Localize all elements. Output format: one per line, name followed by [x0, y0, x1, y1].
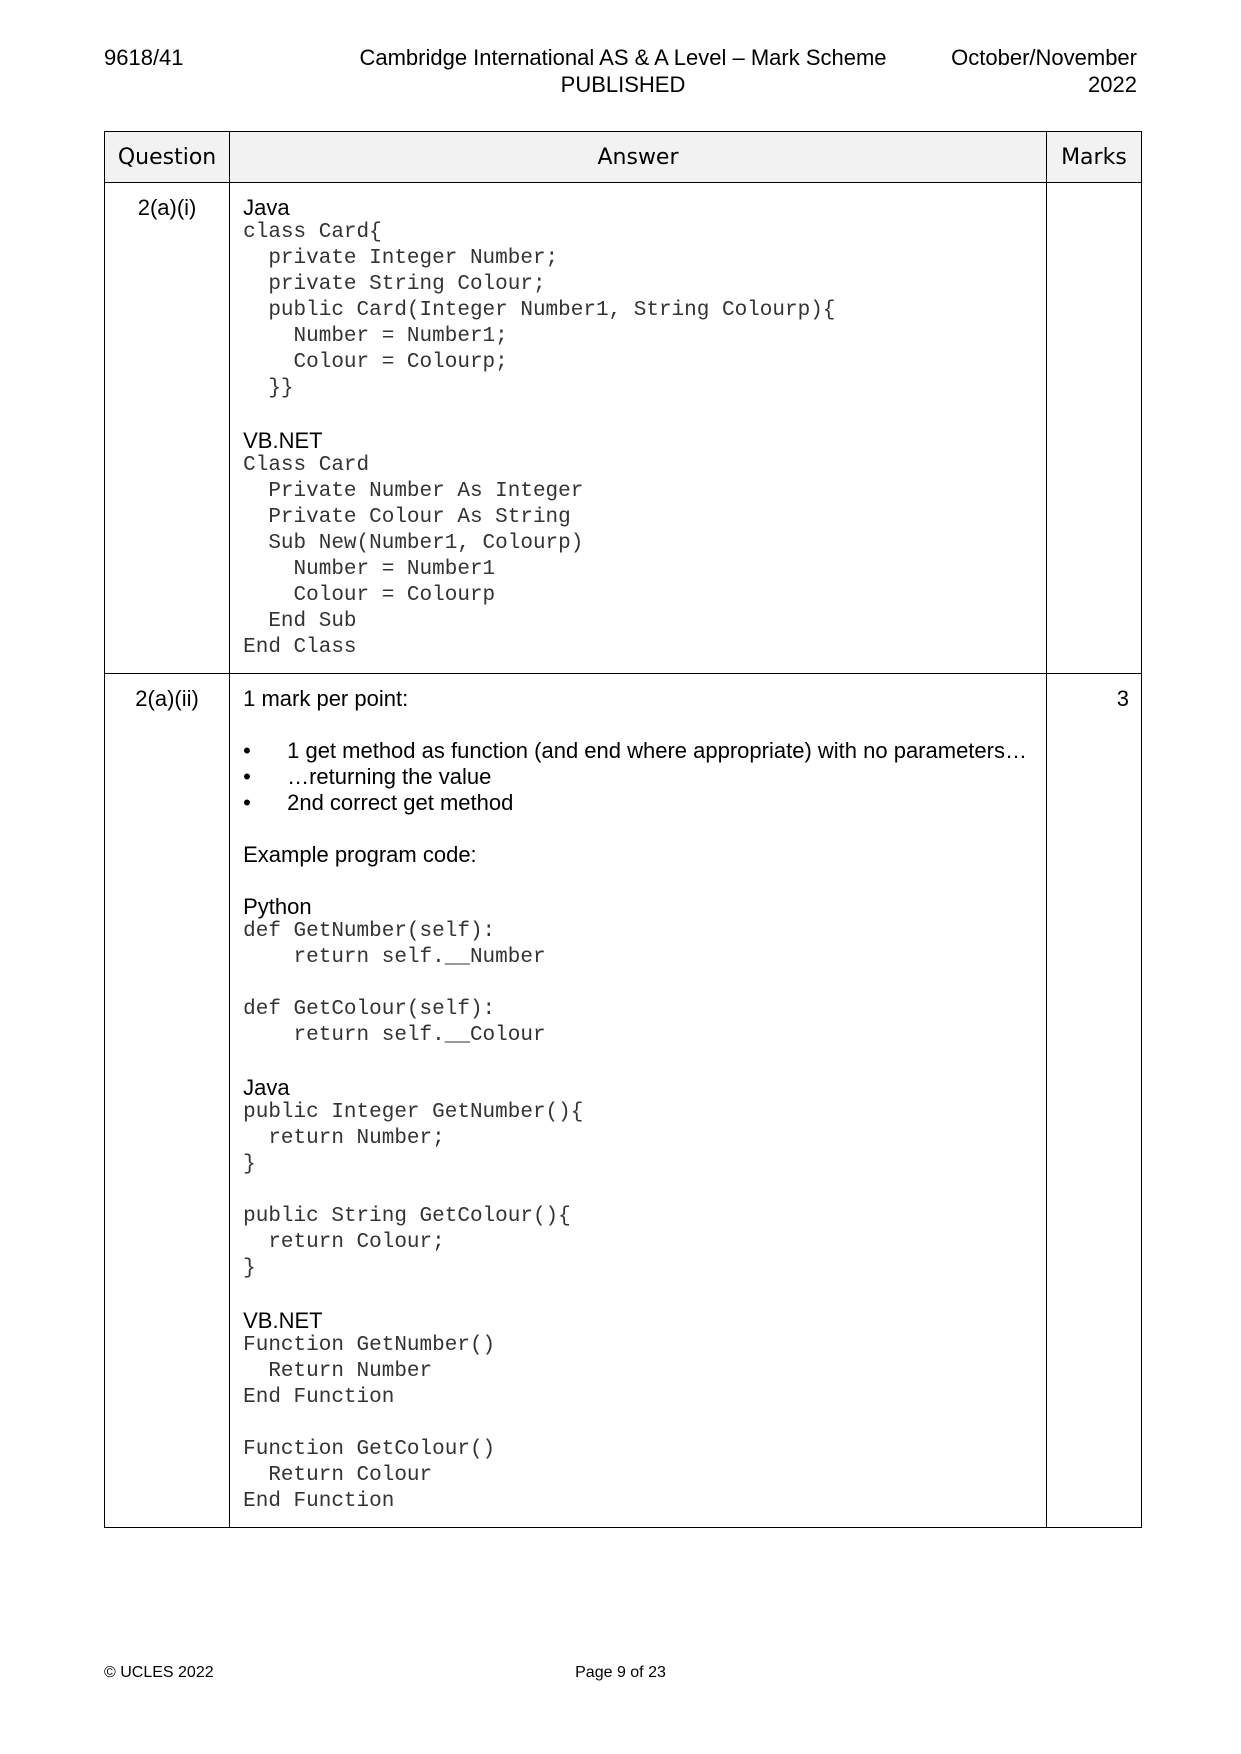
exam-session	[951, 44, 1137, 98]
vbnet-code-block: Class Card Private Number As Integer Private Colour As String Sub New(Number1, Colourp) Number = Number1 Colour = Colourp End Sub End Class	[243, 454, 584, 659]
document-title	[330, 44, 916, 98]
question-number: 2(a)(i)	[105, 183, 230, 674]
list-item: • 2nd correct get method	[287, 790, 1036, 816]
question-column-header: Question	[105, 132, 230, 183]
vbnet-code-block: Function GetColour() Return Colour End Function	[243, 1438, 496, 1513]
java-label: Java	[243, 1075, 290, 1100]
python-code-block: def GetNumber(self): return self.__Number	[243, 920, 546, 969]
marks-cell	[1046, 183, 1141, 674]
question-number: 2(a)(ii)	[105, 674, 230, 1528]
answer-cell	[230, 674, 1047, 1528]
copyright-notice: © UCLES 2022	[104, 1664, 214, 1681]
java-code-block: public String GetColour(){ return Colour; }	[243, 1205, 571, 1280]
session-line-1: October/November	[951, 45, 1137, 70]
java-code-block: class Card{ private Integer Number; private String Colour; public Card(Integer Number1, String Colourp){ Number = Number1; Colour = Colourp; }}	[243, 221, 836, 400]
answer-cell	[230, 183, 1047, 674]
java-code-block: public Integer GetNumber(){ return Number; }	[243, 1101, 584, 1176]
python-code-block: def GetColour(self): return self.__Colour	[243, 998, 546, 1047]
marks-cell: 3	[1046, 674, 1141, 1528]
session-line-2: 2022	[1088, 72, 1137, 97]
vbnet-label: VB.NET	[243, 428, 323, 453]
mark-intro: 1 mark per point:	[243, 686, 409, 711]
answer-column-header: Answer	[230, 132, 1047, 183]
page-number: Page 9 of 23	[575, 1664, 666, 1681]
table-row	[105, 674, 1142, 1528]
java-label: Java	[243, 195, 290, 220]
table-header-row	[105, 132, 1142, 183]
python-label: Python	[243, 894, 312, 919]
title-line-1: Cambridge International AS & A Level – Mark Scheme	[359, 45, 887, 70]
list-item: • …returning the value	[287, 764, 1036, 790]
paper-code: 9618/41	[104, 45, 184, 70]
example-label: Example program code:	[243, 842, 477, 867]
table-row	[105, 183, 1142, 674]
mark-points-list	[243, 738, 1036, 816]
mark-scheme-table	[104, 131, 1142, 1528]
list-item: • 1 get method as function (and end where appropriate) with no parameters…	[287, 738, 1036, 764]
vbnet-label: VB.NET	[243, 1308, 323, 1333]
vbnet-code-block: Function GetNumber() Return Number End Function	[243, 1334, 496, 1409]
marks-column-header: Marks	[1046, 132, 1141, 183]
title-line-2: PUBLISHED	[560, 72, 686, 97]
